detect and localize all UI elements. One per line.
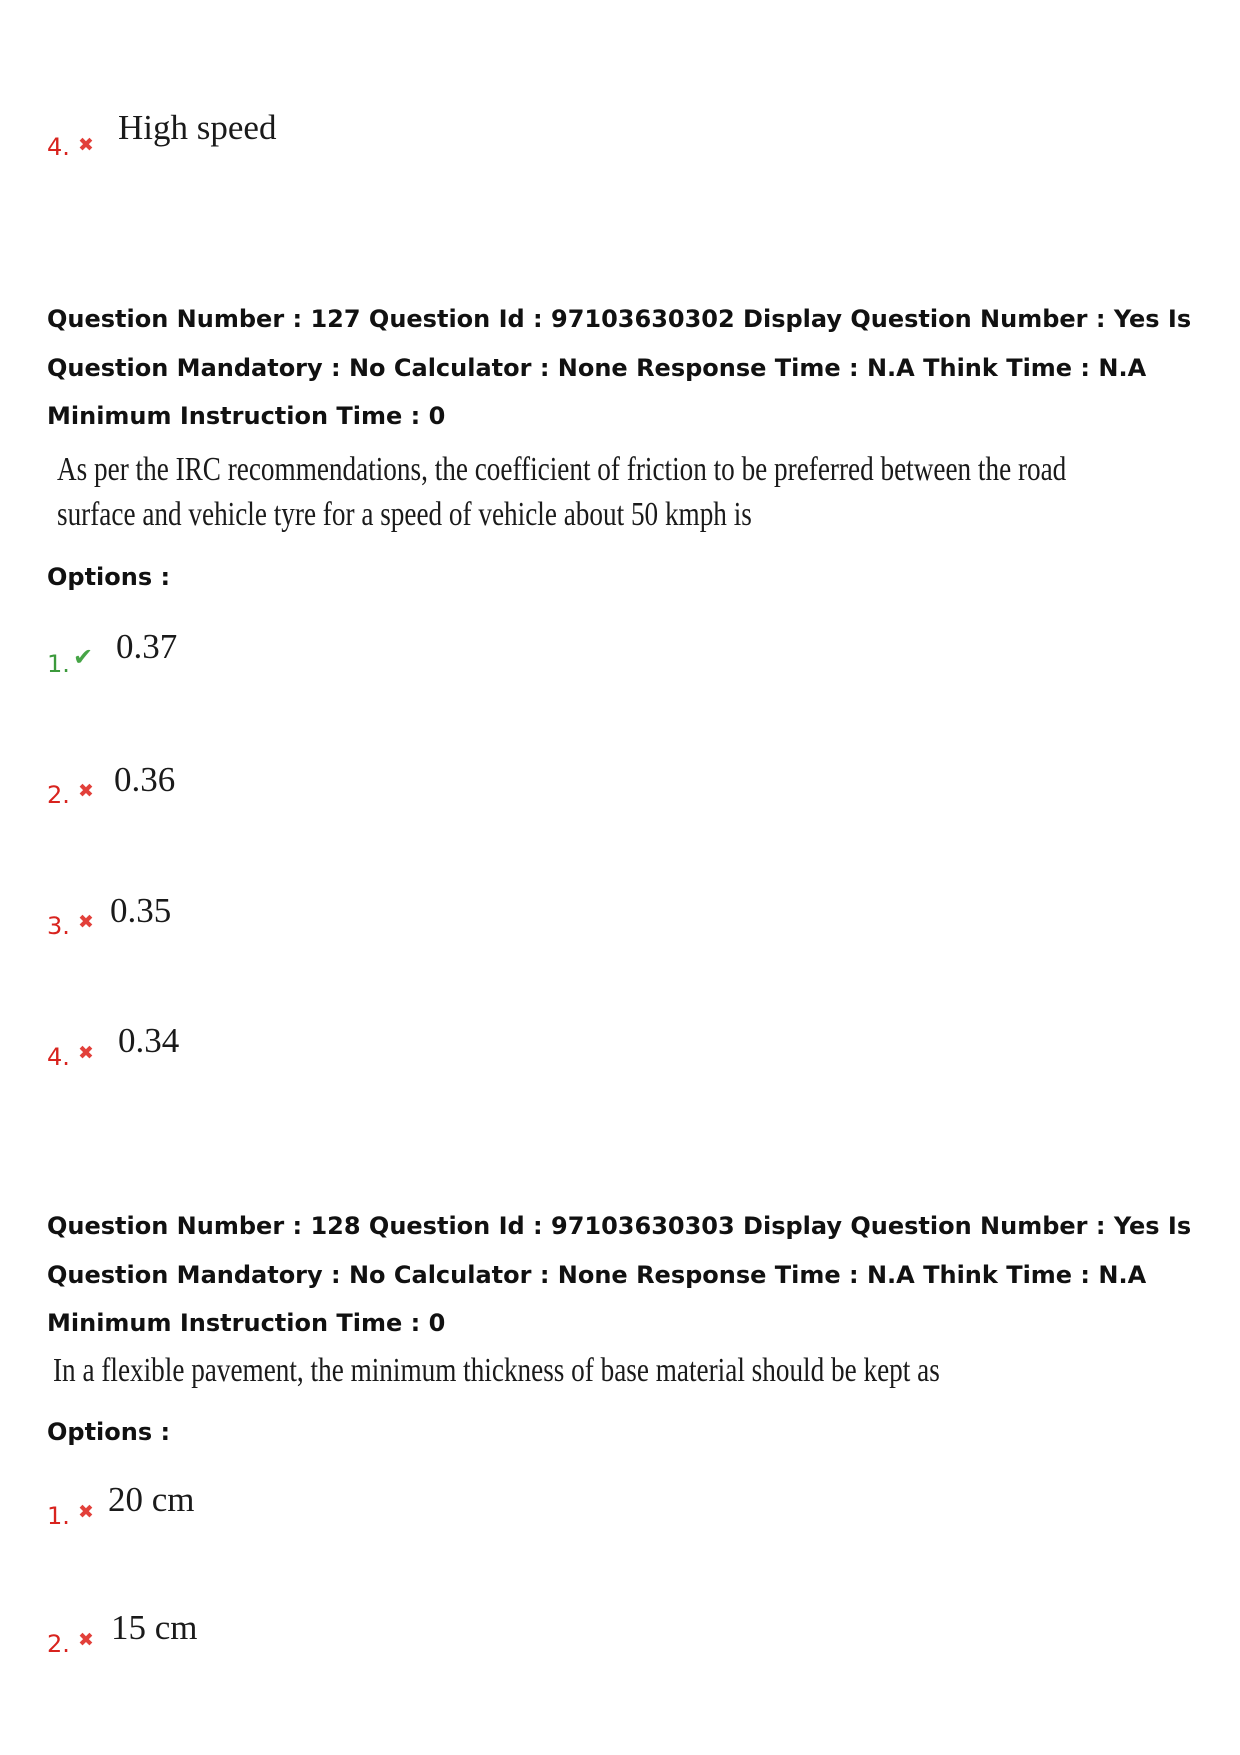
option-text: High speed	[118, 108, 277, 147]
question-meta: Question Number : 127 Question Id : 97103630302 Display Question Number : Yes Is Question Mandatory : No Calculator : None Response Time : N.A Think Time : N.A Minimum Instruction Time : 0	[47, 305, 1192, 430]
option-number: 2.	[47, 1630, 70, 1658]
cross-mark-icon: ✖	[78, 1629, 94, 1651]
option-number: 1.	[47, 1502, 70, 1530]
option-text: 15 cm	[111, 1608, 198, 1647]
option-number: 3.	[47, 912, 70, 940]
cross-mark-icon: ✖	[78, 1042, 94, 1064]
option-number: 4.	[47, 1043, 70, 1071]
option-text: 0.37	[116, 627, 178, 666]
option-number: 2.	[47, 781, 70, 809]
question-meta: Question Number : 128 Question Id : 97103630303 Display Question Number : Yes Is Question Mandatory : No Calculator : None Response Time : N.A Think Time : N.A Minimum Instruction Time : 0	[47, 1212, 1192, 1337]
option-text: 0.35	[110, 891, 172, 930]
question-text-line-2: surface and vehicle tyre for a speed of vehicle about 50 kmph is	[57, 496, 752, 533]
cross-mark-icon: ✖	[78, 780, 94, 802]
option-number: 1.	[47, 650, 70, 678]
cross-mark-icon: ✖	[78, 1501, 94, 1523]
question-text-line-1: As per the IRC recommendations, the coefficient of friction to be preferred between the road	[57, 451, 1067, 488]
option-number: 4.	[47, 133, 70, 161]
option-text: 0.34	[118, 1021, 180, 1060]
question-text-line-1: In a flexible pavement, the minimum thickness of base material should be kept as	[53, 1352, 940, 1389]
cross-mark-icon: ✖	[78, 134, 94, 156]
option-text: 20 cm	[108, 1480, 195, 1519]
options-label: Options :	[47, 563, 171, 591]
option-text: 0.36	[114, 760, 176, 799]
check-mark-icon: ✔	[73, 643, 94, 671]
cross-mark-icon: ✖	[78, 911, 94, 933]
options-label: Options :	[47, 1418, 171, 1446]
